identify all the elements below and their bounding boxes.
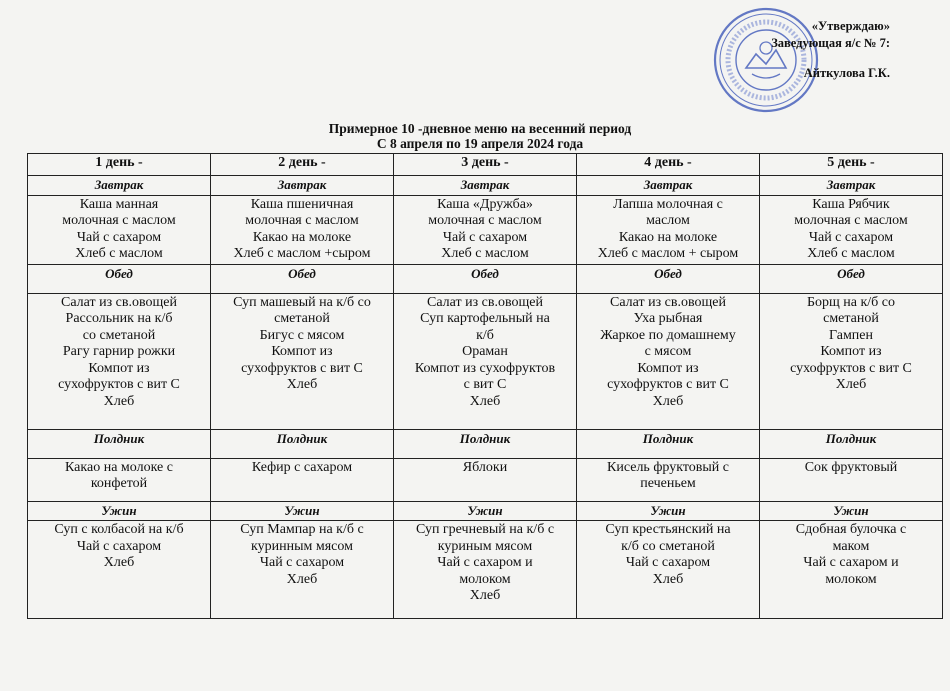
menu-item-line: Какао на молоке <box>618 229 718 245</box>
menu-item-line: Яблоки <box>462 459 508 475</box>
menu-item-line: Кефир с сахаром <box>251 459 353 475</box>
menu-cell <box>28 293 211 429</box>
menu-item-line: Салат из св.овощей <box>427 294 543 310</box>
meal-label: Обед <box>211 264 394 293</box>
menu-item-line: Бигус с мясом <box>259 327 345 343</box>
menu-cell <box>760 195 943 264</box>
document-title <box>230 121 730 151</box>
menu-cell <box>760 521 943 619</box>
menu-cell <box>28 458 211 501</box>
menu-item-line: Суп с колбасой на к/б <box>54 522 184 537</box>
menu-item-line: молоком <box>825 571 877 587</box>
menu-item-line: Какао на молоке <box>252 229 352 245</box>
meal-label: Обед <box>28 264 211 293</box>
approval-block <box>771 18 890 82</box>
meal-label: Завтрак <box>760 176 943 196</box>
day-header: 4 день - <box>577 154 760 176</box>
menu-item-line: Хлеб с маслом + сыром <box>597 246 739 261</box>
menu-item-line: Хлеб с маслом +сыром <box>233 246 371 261</box>
menu-item-line: Какао на молоке с <box>65 459 173 475</box>
approval-signatory: Айткулова Г.К. <box>803 66 890 80</box>
menu-item-line: Чай с сахаром <box>442 229 528 245</box>
menu-item-line: Рагу гарнир рожки <box>62 344 176 359</box>
menu-item-line: Лапша молочная с <box>613 196 723 212</box>
menu-item-line: Борщ на к/б со <box>806 294 896 310</box>
menu-item-line: Салат из св.овощей <box>610 294 726 310</box>
title-line-2: С 8 апреля по 19 апреля 2024 года <box>376 136 584 151</box>
menu-item-line: Хлеб <box>103 393 135 409</box>
menu-item-line: Суп машевый на к/б со <box>233 294 371 310</box>
meal-label: Полдник <box>760 429 943 458</box>
day-header: 5 день - <box>760 154 943 176</box>
menu-item-line: куринным мясом <box>251 538 353 554</box>
meal-label: Завтрак <box>577 176 760 196</box>
menu-cell <box>211 458 394 501</box>
menu-item-line: Хлеб с маслом <box>807 246 895 261</box>
menu-item-line: Компот из <box>271 344 333 359</box>
menu-item-line: куриным мясом <box>437 538 533 554</box>
day-header: 3 день - <box>394 154 577 176</box>
menu-item-line: Хлеб <box>652 393 684 409</box>
meal-label: Полдник <box>577 429 760 458</box>
menu-row-uzhin <box>28 521 943 619</box>
menu-cell <box>577 195 760 264</box>
menu-item-line: Салат из св.овощей <box>61 294 177 310</box>
menu-cell <box>394 521 577 619</box>
menu-item-line: Хлеб <box>652 571 684 587</box>
menu-item-line: с вит С <box>463 377 507 392</box>
menu-cell <box>211 293 394 429</box>
menu-item-line: Чай с сахаром <box>76 229 162 245</box>
menu-item-line: Хлеб <box>286 377 318 392</box>
menu-cell <box>211 521 394 619</box>
meal-label: Ужин <box>760 501 943 521</box>
menu-item-line: Каша Рябчик <box>812 196 890 212</box>
meal-label: Обед <box>394 264 577 293</box>
menu-cell <box>394 293 577 429</box>
menu-item-line: Хлеб <box>469 588 501 603</box>
menu-item-line: Каша пшеничная <box>250 196 354 212</box>
menu-item-line: Каша манная <box>79 196 159 212</box>
menu-item-line: Чай с сахаром <box>76 538 162 554</box>
day-header: 2 день - <box>211 154 394 176</box>
meal-label: Ужин <box>211 501 394 521</box>
menu-item-line: Жаркое по домашнему <box>600 327 736 343</box>
menu-item-line: молоком <box>459 571 511 587</box>
approval-title: «Утверждаю» <box>811 19 890 33</box>
meal-label-row-uzhin <box>28 501 943 521</box>
menu-cell <box>760 458 943 501</box>
day-header-row <box>28 154 943 176</box>
menu-item-line: Компот из сухофруктов <box>414 360 556 376</box>
menu-item-line: со сметаной <box>82 327 156 343</box>
meal-label: Ужин <box>577 501 760 521</box>
menu-item-line: молочная с маслом <box>794 213 908 228</box>
menu-cell <box>577 293 760 429</box>
menu-item-line: Суп картофельный на <box>420 311 550 326</box>
meal-label: Ужин <box>394 501 577 521</box>
menu-item-line: Сдобная булочка с <box>795 522 907 537</box>
menu-row-zavtrak <box>28 195 943 264</box>
menu-item-line: молочная с маслом <box>428 213 542 228</box>
menu-item-line: Чай с сахаром <box>259 555 345 570</box>
menu-item-line: Компот из <box>820 344 882 359</box>
meal-label-row-zavtrak <box>28 176 943 196</box>
menu-item-line: Суп крестьянский на <box>605 522 731 537</box>
meal-label: Полдник <box>211 429 394 458</box>
meal-label-row-poldnik <box>28 429 943 458</box>
menu-item-line: Хлеб <box>103 555 135 570</box>
menu-cell <box>760 293 943 429</box>
menu-item-line: Чай с сахаром и <box>803 555 899 570</box>
menu-item-line: сметаной <box>823 311 879 326</box>
menu-cell <box>394 458 577 501</box>
menu-item-line: с мясом <box>644 344 692 359</box>
menu-item-line: конфетой <box>90 476 148 491</box>
menu-item-line: сухофруктов с вит С <box>790 360 912 376</box>
menu-cell <box>28 195 211 264</box>
menu-item-line: Гампен <box>828 327 874 343</box>
menu-item-line: Суп Мампар на к/б с <box>240 522 364 537</box>
menu-item-line: Хлеб <box>835 377 867 392</box>
menu-item-line: Чай с сахаром <box>808 229 894 245</box>
menu-item-line: сметаной <box>274 311 330 326</box>
menu-item-line: печеньем <box>640 476 696 491</box>
menu-item-line: к/б <box>476 327 494 343</box>
menu-item-line: молочная с маслом <box>62 213 176 228</box>
menu-item-line: Рассольник на к/б <box>65 311 173 326</box>
menu-item-line: маком <box>832 538 870 554</box>
menu-item-line: Каша «Дружба» <box>437 196 533 212</box>
menu-row-obed <box>28 293 943 429</box>
menu-item-line: Ораман <box>462 344 508 359</box>
menu-row-poldnik <box>28 458 943 501</box>
meal-label: Обед <box>760 264 943 293</box>
meal-label-row-obed <box>28 264 943 293</box>
approval-position: Заведующая я/с № 7: <box>771 36 890 50</box>
menu-item-line: Уха рыбная <box>633 311 703 326</box>
menu-cell <box>28 521 211 619</box>
menu-item-line: сухофруктов с вит С <box>58 377 180 392</box>
meal-label: Полдник <box>28 429 211 458</box>
menu-cell <box>394 195 577 264</box>
menu-item-line: Кисель фруктовый с <box>607 459 729 475</box>
menu-item-line: молочная с маслом <box>245 213 359 228</box>
menu-item-line: Компот из <box>88 360 150 376</box>
meal-label: Завтрак <box>394 176 577 196</box>
menu-item-line: к/б со сметаной <box>621 538 715 554</box>
menu-item-line: Хлеб с маслом <box>75 246 163 261</box>
menu-table <box>27 153 943 619</box>
meal-label: Полдник <box>394 429 577 458</box>
menu-item-line: Чай с сахаром <box>625 555 711 570</box>
menu-cell <box>577 458 760 501</box>
meal-label: Завтрак <box>28 176 211 196</box>
menu-item-line: Сок фруктовый <box>804 459 898 475</box>
menu-item-line: сухофруктов с вит С <box>241 360 363 376</box>
menu-item-line: Хлеб с маслом <box>441 246 529 261</box>
meal-label: Завтрак <box>211 176 394 196</box>
menu-item-line: Хлеб <box>469 393 501 409</box>
menu-item-line: Суп гречневый на к/б с <box>415 522 555 537</box>
title-line-1: Примерное 10 -дневное меню на весенний период <box>328 121 632 136</box>
meal-label: Ужин <box>28 501 211 521</box>
menu-cell <box>577 521 760 619</box>
menu-item-line: Компот из <box>637 360 699 376</box>
meal-label: Обед <box>577 264 760 293</box>
menu-item-line: Хлеб <box>286 571 318 587</box>
menu-cell <box>211 195 394 264</box>
day-header: 1 день - <box>28 154 211 176</box>
menu-item-line: сухофруктов с вит С <box>607 377 729 392</box>
menu-item-line: маслом <box>646 213 690 228</box>
menu-item-line: Чай с сахаром и <box>437 555 533 570</box>
